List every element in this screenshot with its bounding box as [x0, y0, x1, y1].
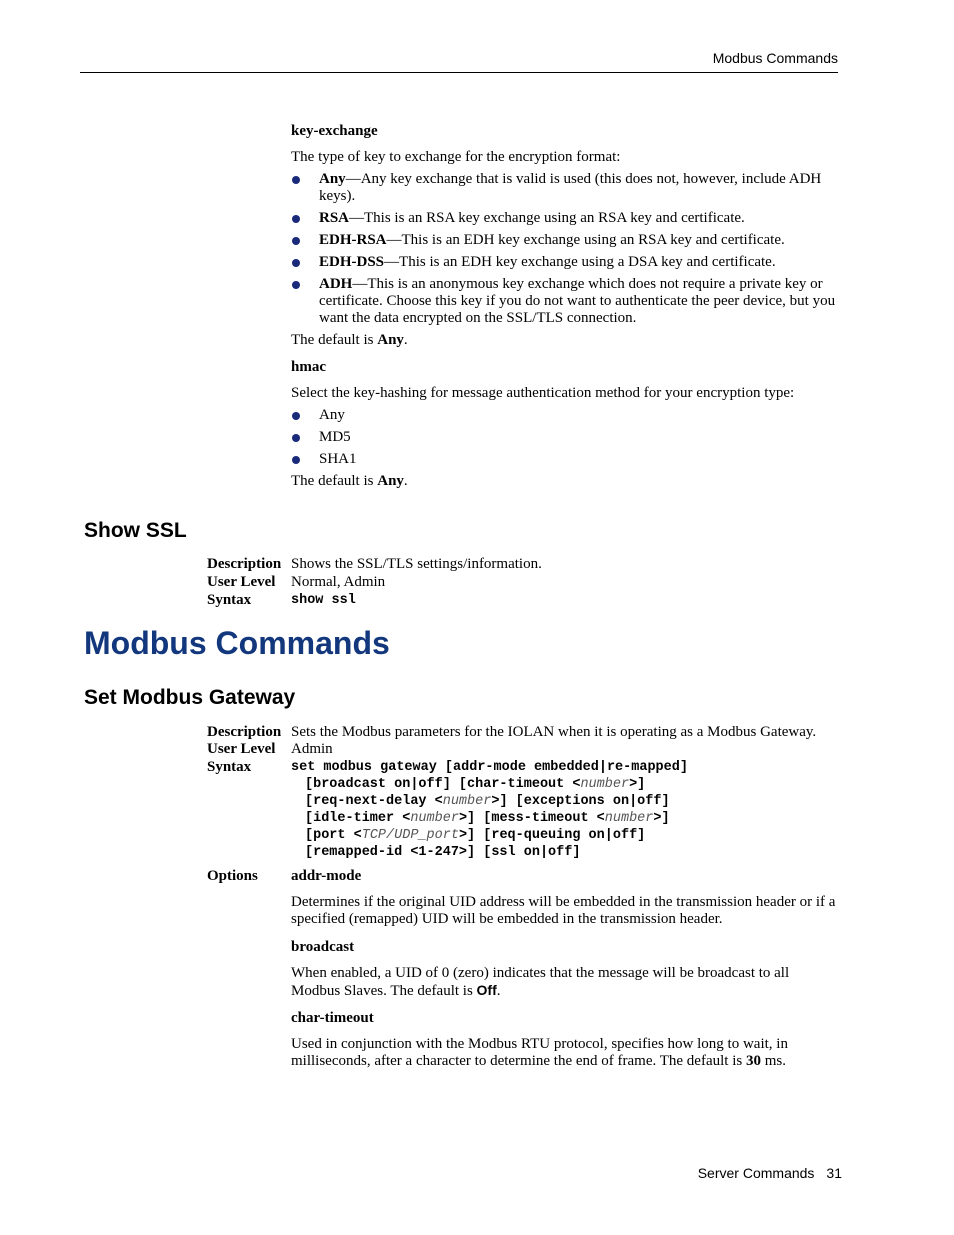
- gateway-description: Sets the Modbus parameters for the IOLAN when it is operating as a Modbus Gateway.: [291, 724, 817, 740]
- page-footer: [698, 1165, 842, 1181]
- option-name-broadcast: broadcast: [291, 939, 355, 955]
- key-exchange-default: The default is Any.: [291, 332, 408, 348]
- show-ssl-heading: Show SSL: [84, 519, 187, 542]
- key-exchange-intro: The type of key to exchange for the encryption format:: [291, 149, 621, 165]
- gateway-syntax-label: Syntax: [207, 759, 252, 775]
- page-number: 31: [826, 1165, 842, 1181]
- running-head: Modbus Commands: [712, 50, 838, 66]
- hmac-default: The default is Any.: [291, 473, 408, 489]
- option-text-addr-mode: Determines if the original UID address will be embedded in the transmission header or if a specified (remapped) UID will be embedded in the transmission header.: [291, 894, 836, 927]
- modbus-commands-title: Modbus Commands: [84, 625, 390, 661]
- list-item: Any: [291, 407, 839, 424]
- option-text-broadcast: When enabled, a UID of 0 (zero) indicates that the message will be broadcast to all Modbus Slaves. The default is Off.: [291, 965, 790, 999]
- header-rule: [80, 72, 838, 73]
- show-ssl-syntax: show ssl: [291, 593, 356, 608]
- list-item: EDH-RSA—This is an EDH key exchange using an RSA key and certificate.: [291, 232, 839, 249]
- hmac-list: [291, 407, 839, 468]
- key-exchange-list: [291, 171, 839, 327]
- syntax-line: [remapped-id <1-247>] [ssl on|off]: [305, 845, 581, 860]
- show-ssl-syntax-label: Syntax: [207, 592, 252, 608]
- hmac-intro: Select the key-hashing for message authentication method for your encryption type:: [291, 385, 795, 401]
- list-item: SHA1: [291, 451, 839, 468]
- list-item: RSA—This is an RSA key exchange using an RSA key and certificate.: [291, 210, 839, 227]
- set-modbus-gateway-heading: Set Modbus Gateway: [84, 686, 296, 709]
- syntax-line: [req-next-delay <number>] [exceptions on|off]: [305, 794, 670, 809]
- list-item: ADH—This is an anonymous key exchange which does not require a private key or certificate. Choose this key if you do not want to authenticate the peer device, but you want the data encrypted on the SSL/TLS connection.: [291, 276, 839, 327]
- syntax-line: [idle-timer <number>] [mess-timeout <number>]: [305, 811, 670, 826]
- syntax-line: [broadcast on|off] [char-timeout <number>]: [305, 777, 646, 792]
- syntax-line: set modbus gateway [addr-mode embedded|re-mapped]: [291, 760, 688, 775]
- option-text-char-timeout: Used in conjunction with the Modbus RTU protocol, specifies how long to wait, in milliseconds, after a character to determine the end of frame. The default is 30 ms.: [291, 1036, 788, 1069]
- gateway-description-label: Description: [207, 724, 282, 740]
- gateway-options-label: Options: [207, 868, 258, 884]
- hmac-heading: hmac: [291, 359, 326, 375]
- key-exchange-heading: key-exchange: [291, 123, 378, 139]
- syntax-line: [port <TCP/UDP_port>] [req-queuing on|off]: [305, 828, 646, 843]
- footer-section: Server Commands: [697, 1165, 815, 1181]
- gateway-user-level-label: User Level: [207, 741, 276, 757]
- show-ssl-user-level-label: User Level: [207, 574, 276, 590]
- option-name-addr-mode: addr-mode: [291, 868, 362, 884]
- show-ssl-description: Shows the SSL/TLS settings/information.: [291, 556, 542, 572]
- list-item: EDH-DSS—This is an EDH key exchange using a DSA key and certificate.: [291, 254, 839, 271]
- list-item: Any—Any key exchange that is valid is used (this does not, however, include ADH keys).: [291, 171, 839, 205]
- option-name-char-timeout: char-timeout: [291, 1010, 374, 1026]
- show-ssl-description-label: Description: [207, 556, 282, 572]
- gateway-user-level: Admin: [291, 741, 333, 757]
- show-ssl-user-level: Normal, Admin: [291, 574, 386, 590]
- list-item: MD5: [291, 429, 839, 446]
